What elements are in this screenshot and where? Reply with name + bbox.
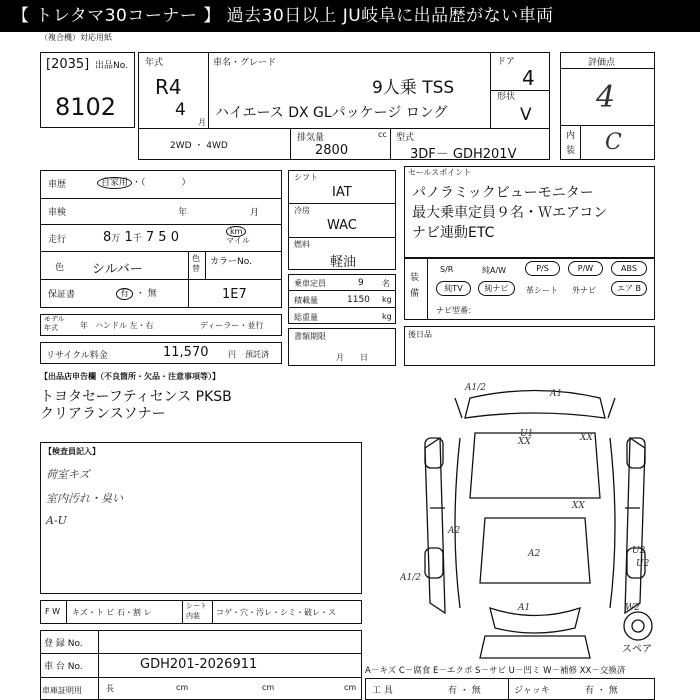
chassis-label: 車 台 No. (44, 662, 83, 672)
interior-label-2: 装 (566, 146, 576, 156)
fw-items: キズ・ト ビ 石・割 レ (72, 608, 152, 617)
ac-label: 冷房 (294, 206, 310, 215)
color-code: 1E7 (222, 287, 247, 302)
lot-code: [2035] (46, 57, 90, 72)
ac-value: WAC (327, 218, 357, 233)
damage-mark-rear: A1/2 (465, 383, 486, 393)
inspector-line-1: 荷室キズ (46, 468, 90, 481)
equip-leather: 革シート (526, 286, 558, 295)
cert-cm-3: cm (344, 683, 357, 692)
navi-model-label: ナビ型番： (436, 306, 476, 315)
capacity-unit: 名 (382, 279, 390, 288)
equip-pw: P/W (568, 261, 603, 276)
doors-value: 4 (522, 66, 535, 90)
document-deadline-day: 月 日 (336, 353, 368, 362)
history-label: 車歴 (48, 180, 67, 190)
equip-tv: 純TV (436, 281, 471, 296)
shape-label: 形状 (497, 92, 516, 102)
seller-notes-line-2: クリアランスソナー (40, 406, 166, 422)
jack-value: 有 ・ 無 (585, 686, 618, 696)
color-code-label: カラーNo. (210, 257, 252, 267)
inspection-label: 車検 (48, 208, 67, 218)
load-unit: kg (382, 295, 392, 304)
cert-cm-1: cm (176, 683, 189, 692)
document-deadline-label: 書類期限 (294, 332, 326, 341)
seller-notes-label: 【出品店申告欄（不良箇所・欠品・注意事項等）】 (40, 372, 220, 381)
displacement-unit: cc (378, 130, 387, 139)
vehicle-damage-diagram (400, 378, 670, 668)
registration-label: 登 録 No. (44, 639, 83, 649)
equipment-label-2: 備 (410, 289, 420, 299)
color-value: シルバー (92, 262, 143, 277)
sales-point-label: セールスポイント (408, 168, 472, 177)
sales-point-line-3: ナビ連動ETC (412, 225, 495, 241)
banner-title: 【 トレタマ30コーナー 】 過去30日以上 JU岐阜に出品歴がない車両 (0, 0, 700, 32)
model-year-label: モデル 年式 (44, 315, 65, 332)
name-model: ハイエース DX GLパッケージ ロング (215, 105, 448, 121)
damage-mark-hood-a2: A2 (528, 549, 541, 559)
year-label: 年式 (145, 58, 164, 68)
year-month: 4 (175, 100, 186, 120)
equip-airbag: エア B (611, 281, 647, 296)
damage-mark-right-u2-b: U2 (636, 559, 650, 569)
inspector-line-3: A-U (46, 514, 67, 527)
damage-mark-side-xx: XX (572, 501, 585, 511)
capacity-label: 乗車定員 (294, 279, 326, 288)
recycle-value: 11,570 (163, 345, 209, 360)
fuel-label: 燃料 (294, 240, 310, 249)
model-type-value: 3DF－ GDH201V (410, 147, 517, 162)
doors-label: ドア (497, 57, 515, 67)
year-month-unit: 月 (198, 118, 206, 127)
dealer-import: ディーラー・並行 (200, 321, 264, 330)
equipment-label-1: 装 (410, 273, 420, 283)
tools-value: 有 ・ 無 (448, 686, 481, 696)
mileage-label: 走行 (48, 235, 67, 245)
recycle-unit: 円 (228, 350, 236, 359)
spare-tire-icon (624, 612, 652, 640)
tools-label: 工 具 (372, 686, 393, 696)
damage-mark-roof-xx: XX (518, 437, 531, 447)
equip-ps: P/S (525, 261, 560, 276)
weight-label: 総重量 (294, 313, 318, 322)
name-label: 車名・グレード (213, 58, 277, 68)
handle-side: ハンドル 左・右 (95, 321, 154, 330)
mileage-value: 8万 1千 7 5 0 (103, 230, 179, 245)
displacement-value: 2800 (315, 143, 349, 158)
grade-value: 4 (596, 80, 616, 115)
shape-value: V (520, 105, 532, 125)
interior-grade: C (605, 130, 622, 155)
seat-interior-label: シート 内装 (186, 602, 207, 620)
fuel-value: 軽油 (330, 255, 357, 270)
inspector-line-2: 室内汚れ・臭い (46, 492, 123, 505)
lot-number: 8102 (55, 93, 117, 121)
equip-ext-navi: 外ナビ (572, 286, 596, 295)
lot-label: 出品No. (95, 61, 128, 71)
model-year-unit: 年 (80, 321, 88, 330)
weight-unit: kg (382, 312, 392, 321)
shift-value: IAT (332, 185, 352, 200)
damage-mark-left-a2: A2 (448, 526, 461, 536)
damage-mark-front-a1: A1 (518, 603, 531, 613)
inspection-year: 年 (178, 208, 188, 218)
equip-navi: 純ナビ (478, 281, 515, 296)
drive-type: 2WD ・ 4WD (170, 141, 228, 151)
load-value: 1150 (347, 295, 370, 305)
inspector-label: 【検査員記入】 (44, 447, 100, 456)
cert-long: 長 (106, 684, 114, 693)
warranty-value: 有 ・ 無 (116, 286, 157, 299)
cert-label: 車庫証明用 (42, 686, 82, 695)
interior-label-1: 内 (566, 131, 576, 141)
jack-label: ジャッキ (514, 686, 550, 696)
cert-cm-2: cm (262, 683, 275, 692)
form-subheader: （複合機）対応用紙 (40, 33, 112, 42)
damage-legend: A－キズ C－腐食 E－エクボ S－サビ U－凹ミ W－補修 XX－交換済 (365, 666, 626, 676)
chassis-value: GDH201-2026911 (140, 657, 258, 672)
equip-sr: S/R (440, 265, 454, 274)
color-label: 色 (55, 263, 65, 273)
color-change-label: 色替 (192, 254, 200, 273)
inspector-box (40, 442, 362, 594)
model-type-label: 型式 (396, 133, 415, 143)
capacity-value: 9 (358, 278, 364, 288)
after-date-box (404, 326, 655, 366)
equip-alloy: 純A/W (482, 266, 507, 275)
mileage-unit: km マイル (226, 227, 250, 245)
warranty-label: 保証書 (48, 290, 76, 300)
fw-label: F W (45, 607, 61, 616)
displacement-label: 排気量 (297, 133, 325, 143)
damage-mark-right-xx: XX (580, 433, 593, 443)
seller-notes-line-1: トヨタセーフティセンス PKSB (40, 389, 232, 405)
year-era: R4 (155, 75, 182, 99)
damage-mark-front-w2: W2 (625, 603, 640, 613)
recycle-note: 預託済 (245, 350, 269, 359)
load-label: 積載量 (294, 296, 318, 305)
after-date-label: 後日品 (408, 330, 432, 339)
damage-mark-right-u2: U2 (632, 546, 646, 556)
damage-mark-roof-1: U1 (520, 429, 534, 439)
interior-items: コゲ・穴・汚レ・シミ・破レ・ス (216, 608, 336, 617)
sales-point-line-2: 最大乗車定員９名・Ｗエアコン (412, 205, 608, 221)
grade-label: 評価点 (588, 58, 616, 68)
recycle-label: リサイクル料金 (46, 351, 108, 361)
spare-label: スペア (622, 644, 652, 655)
equip-abs: ABS (611, 261, 647, 276)
damage-mark-left-front: A1/2 (400, 573, 421, 583)
damage-mark-rear-2: A1 (550, 389, 563, 399)
shift-label: シフト (294, 173, 318, 182)
name-seats: 9人乗 TSS (372, 78, 455, 98)
history-private: 自家用 ・（ ） (97, 175, 191, 188)
inspection-month: 月 (250, 208, 260, 218)
sales-point-line-1: パノラミックビューモニター (412, 185, 594, 201)
